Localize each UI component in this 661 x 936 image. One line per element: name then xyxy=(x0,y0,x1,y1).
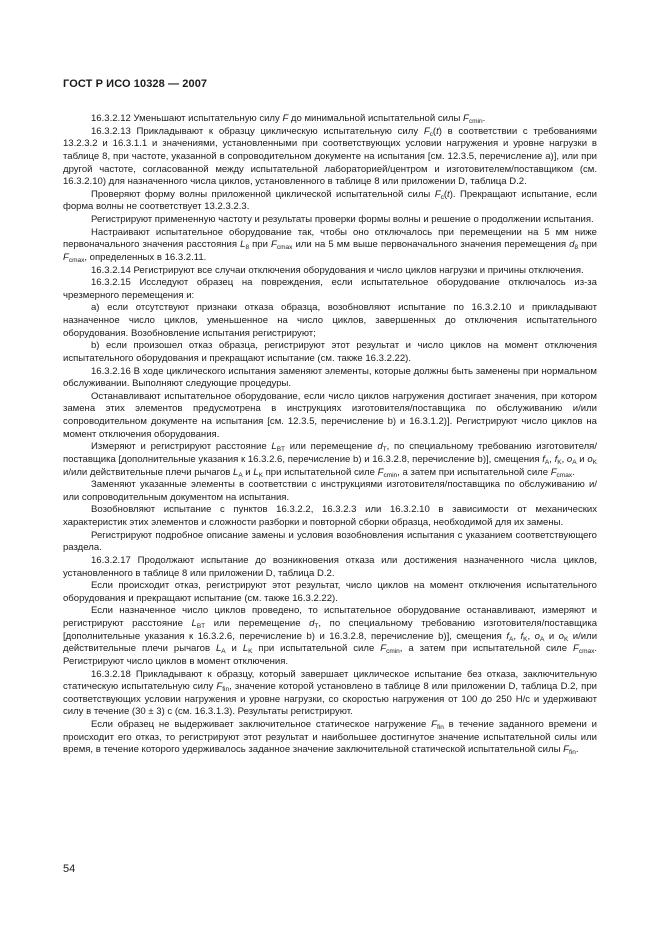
document-header: ГОСТ Р ИСО 10328 — 2007 xyxy=(63,78,208,90)
paragraph: 16.3.2.15 Исследуют образец на повреждения, если испытательное оборудование отключалось из-за чрезмерного перемещения и: xyxy=(63,277,597,301)
paragraph: Настраивают испытательное оборудование так, чтобы оно отключалось при перемещении на 5 мм ниже первоначального значения расстояния $L_8$ при $F_{cmax}$ или на 5 мм выше первоначального значения перемещения $d_8$ при $F_{cmax}$, определенных в 16.3.2.11. xyxy=(63,226,597,264)
paragraph: Регистрируют примененную частоту и результаты проверки формы волны и решение о продолжении испытания. xyxy=(91,214,594,225)
paragraph: Регистрируют подробное описание замены и условия возобновления испытания с указанием соответствующего раздела. xyxy=(63,529,597,554)
paragraph: 16.3.2.12 Уменьшают испытательную силу F до минимальной испытательной силы $F_{cmin}$. xyxy=(91,113,486,125)
paragraph: Измеряют и регистрируют расстояние $L_{BT}$ или перемещение $d_T$, по специальному требованию изготовителя/поставщика [дополнительные указания к 16.3.2.6, перечисление b) и 16.3.2.8, перечисление b)], смещения $f_A$, $f_K$, $o_A$ и $o_K$ и/или действительные плечи рычагов $L_A$ и $L_K$ при испытательной силе $F_{cmin}$, а затем при испытательной силе $F_{cmax}$. xyxy=(63,441,597,479)
page-number: 54 xyxy=(63,863,76,875)
paragraph: b) если произошел отказ образца, регистрируют этот результат и число циклов на момент отключения испытательного оборудования и прекращают испытание (см. также 16.3.2.22). xyxy=(63,340,597,364)
document-body xyxy=(63,113,597,757)
paragraph: Заменяют указанные элементы в соответствии с инструкциями изготовителя/поставщика по обслуживанию и/или сопроводительным документом на испытания. xyxy=(63,479,597,503)
paragraph: Если образец не выдерживает заключительное статическое нагружение $F_{fin}$ в течение заданного времени и происходит его отказ, то регистрируют этот результат и наибольшее достигнутое значение испытательной силы или время, в течение которого удерживалось заданное значение заключительной статической испытательной силы $F_{fin}$. xyxy=(63,719,597,757)
paragraph: 16.3.2.13 Прикладывают к образцу циклическую испытательную силу $F_c(t)$ в соответствии с требованиями 13.2.3.2 и 16.3.1.1 и значениями, установленными при соответствующих условии нагружения и уровне нагрузки в таблице 8, при частоте, указанной в сопроводительном документе на испытания [см. 12.3.5, перечисление a)], или при другой частоте, согласованной между испытательной лабораторией/центром и изготовителем/поставщиком (см. 16.3.2.10) для назначенного числа циклов, установленного в таблице 8 или приложении D, таблица D.2. xyxy=(63,125,597,188)
paragraph: Возобновляют испытание с пунктов 16.3.2.2, 16.3.2.3 или 16.3.2.10 в зависимости от механических характеристик этих элементов и сложности разборки и повторной сборки образца, необходимой для их замены. xyxy=(63,504,597,528)
paragraph: Останавливают испытательное оборудование, если число циклов нагружения достигает значения, при котором замена этих элементов предусмотрена в инструкциях изготовителя/поставщика по обслуживанию и/или сопроводительном документе на испытания [см. 12.3.5, перечисление b) и 16.3.1.2)]. Регистрируют число циклов на момент отключения оборудования. xyxy=(63,390,597,440)
paragraph: Проверяют форму волны приложенной циклической испытательной силы $F_c(t)$. Прекращают испытание, если форма волны не соответствует 13.2.3.2.3. xyxy=(63,188,597,213)
paragraph: a) если отсутствуют признаки отказа образца, возобновляют испытание по 16.3.2.10 и прикладывают назначенное число циклов, уменьшенное на число циклов, завершенных до отключения испытательного оборудования. Возобновление испытания регистрируют; xyxy=(63,302,597,339)
paragraph: 16.3.2.17 Продолжают испытание до возникновения отказа или достижения назначенного числа циклов, установленного в таблице 8 или приложении D, таблица D.2. xyxy=(63,554,597,579)
paragraph: 16.3.2.14 Регистрируют все случаи отключения оборудования и число циклов нагрузки и причины отключения. xyxy=(91,264,584,276)
paragraph: 16.3.2.18 Прикладывают к образцу, который завершает циклическое испытание без отказа, заключительную статическую испытательную силу $F_{fin}$, значение которой установлено в таблице 8 или приложении D, таблица D.2, при соответствующих условии нагружения и уровне нагрузки, со скоростью нагружения от 100 до 250 Н/с и удерживают силу в течение (30 ± 3) с (см. 16.3.1.3). Результаты регистрируют. xyxy=(63,668,597,718)
paragraph: 16.3.2.16 В ходе циклического испытания заменяют элементы, которые должны быть заменены при нормальном обслуживании. Выполняют следующие процедуры. xyxy=(63,365,597,390)
paragraph: Если назначенное число циклов проведено, то испытательное оборудование останавливают, измеряют и регистрируют расстояние $L_{BT}$ или перемещение $d_T$, по специальному требованию изготовителя/поставщика [дополнительные указания к 16.3.2.6, перечисление b) и 16.3.2.8, перечисление b)], смещения $f_A$, $f_K$, $o_A$ и $o_K$ и/или действительные плечи рычагов $L_A$ и $L_K$ при испытательной силе $F_{cmin}$, а затем при испытательной силе $F_{cmax}$. Регистрируют число циклов в момент отключения. xyxy=(63,605,598,667)
paragraph: Если происходит отказ, регистрируют этот результат, число циклов на момент отключения испытательного оборудования и прекращают испытание (см. также 16.3.2.22). xyxy=(63,580,597,604)
